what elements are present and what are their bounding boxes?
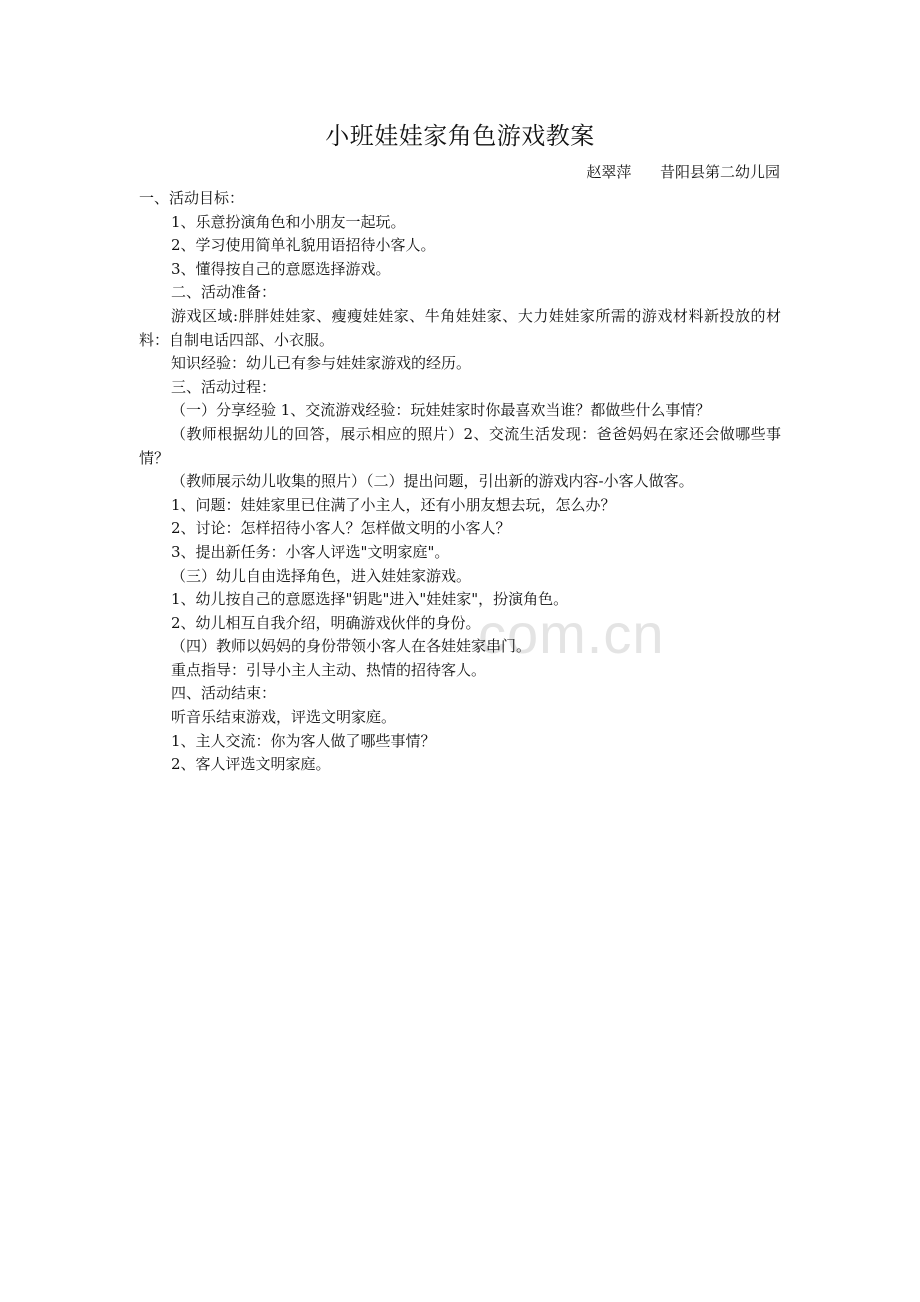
process-choose-item-2: 2、幼儿相互自我介绍，明确游戏伙伴的身份。 xyxy=(171,613,481,632)
section-heading-process: 三、活动过程： xyxy=(171,377,277,396)
goal-item-1: 1、乐意扮演角色和小朋友一起玩。 xyxy=(171,212,406,231)
watermark: com.cn xyxy=(478,602,665,665)
end-item-2: 2、客人评选文明家庭。 xyxy=(171,755,331,774)
goal-item-2: 2、学习使用简单礼貌用语招待小客人。 xyxy=(171,236,436,255)
end-item-1: 1、主人交流：你为客人做了哪些事情？ xyxy=(171,731,436,750)
section-heading-goals: 一、活动目标： xyxy=(139,189,245,207)
process-step-share: （一）分享经验 1、交流游戏经验：玩娃娃家时你最喜欢当谁？都做些什么事情？ xyxy=(171,401,711,420)
process-item-2: 2、讨论：怎样招待小客人？怎样做文明的小客人？ xyxy=(171,519,511,538)
goal-item-3: 3、懂得按自己的意愿选择游戏。 xyxy=(171,259,391,278)
process-step-visit: （四）教师以妈妈的身份带领小客人在各娃娃家串门。 xyxy=(171,637,532,656)
process-step-discover: （教师根据幼儿的回答，展示相应的照片）2、交流生活发现：爸爸妈妈在家还会做哪些事情？ xyxy=(139,424,781,467)
preparation-materials: 游戏区域:胖胖娃娃家、瘦瘦娃娃家、牛角娃娃家、大力娃娃家所需的游戏材料新投放的材料：自制电话四部、小衣服。 xyxy=(139,306,781,349)
document-title: 小班娃娃家角色游戏教案 xyxy=(325,122,595,150)
preparation-experience: 知识经验：幼儿已有参与娃娃家游戏的经历。 xyxy=(171,354,472,373)
author-line: 赵翠萍 昔阳县第二幼儿园 xyxy=(586,163,780,181)
process-item-3: 3、提出新任务：小客人评选"文明家庭"。 xyxy=(171,542,450,561)
process-step-choose: （三）幼儿自由选择角色，进入娃娃家游戏。 xyxy=(171,566,472,585)
process-key-guidance: 重点指导：引导小主人主动、热情的招待客人。 xyxy=(171,660,487,679)
document-body xyxy=(139,187,781,777)
process-step-question: （教师展示幼儿收集的照片）（二）提出问题，引出新的游戏内容-小客人做客。 xyxy=(171,472,694,491)
section-heading-end: 四、活动结束： xyxy=(171,684,277,703)
end-summary: 听音乐结束游戏，评选文明家庭。 xyxy=(171,708,397,727)
process-item-1: 1、问题：娃娃家里已住满了小主人，还有小朋友想去玩，怎么办？ xyxy=(171,495,616,514)
section-heading-preparation: 二、活动准备： xyxy=(171,283,277,302)
process-choose-item-1: 1、幼儿按自己的意愿选择"钥匙"进入"娃娃家"，扮演角色。 xyxy=(171,590,569,609)
